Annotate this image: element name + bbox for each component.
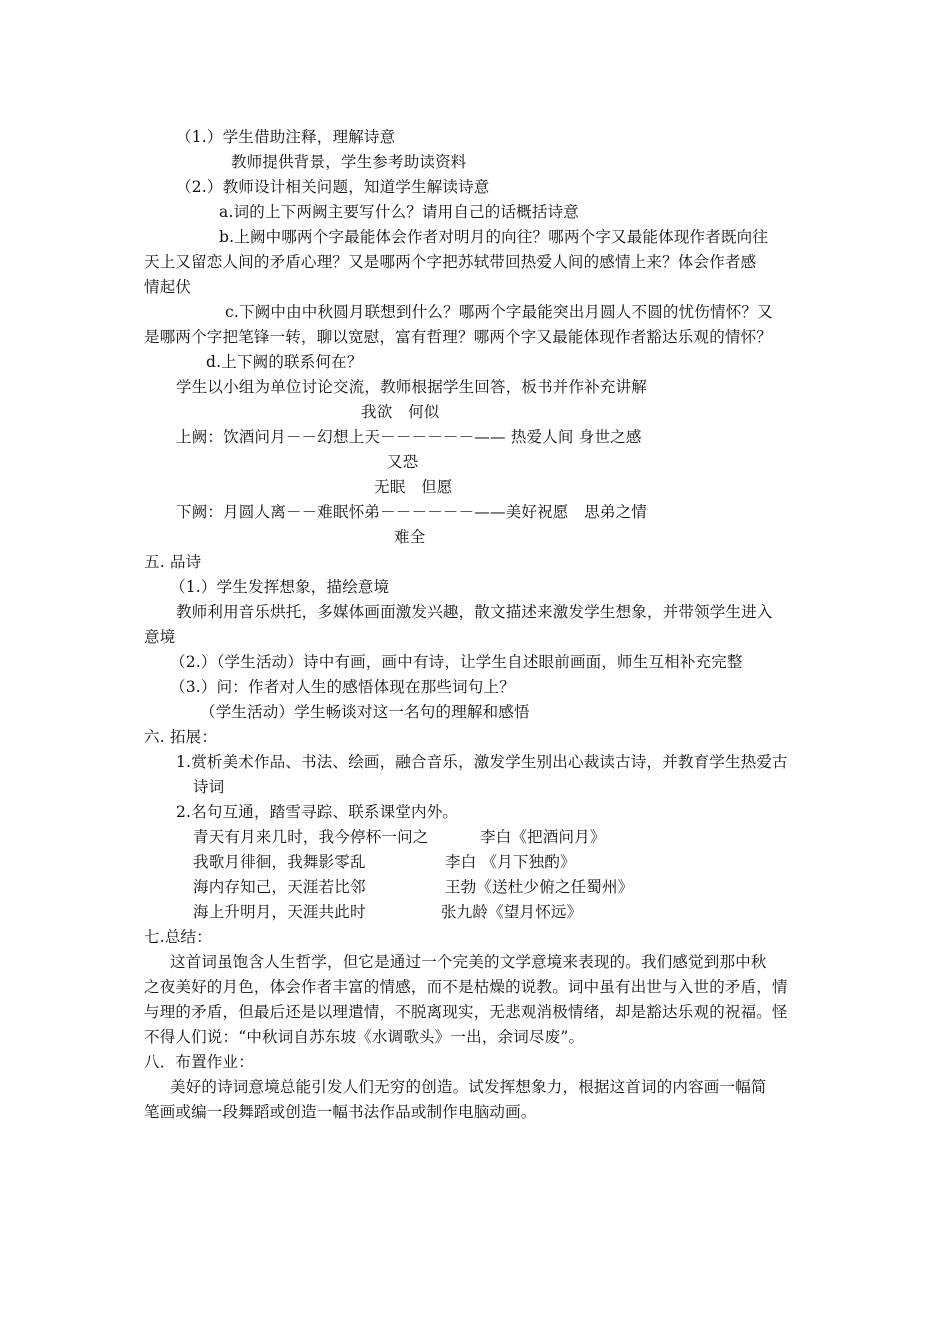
quote-line: 海上升明月，天涯共此时 — [193, 903, 366, 921]
section-6-item-2: 2.名句互通，踏雪寻踪、联系课堂内外。 — [176, 803, 459, 821]
question-b-line2: 天上又留恋人间的矛盾心理？又是哪两个字把苏轼带回热爱人间的感情上来？体会作者感 — [144, 253, 757, 271]
section-8-para-line2: 笔画或编一段舞蹈或创造一幅书法作品或制作电脑动画。 — [144, 1103, 537, 1121]
quote-source: 王勃《送杜少俯之任蜀州》 — [445, 878, 634, 896]
section-5-para-line1: 教师利用音乐烘托，多媒体画面激发兴趣，散文描述来激发学生想象，并带领学生进入 — [176, 603, 773, 621]
question-a: a.词的上下两阙主要写什么？请用自己的话概括诗意 — [219, 203, 579, 221]
section-7-para-line1: 这首词虽饱含人生哲学，但它是通过一个完美的文学意境来表现的。我们感觉到那中秋 — [170, 953, 767, 971]
section-5-item-2: （2.）（学生活动）诗中有画，画中有诗，让学生自述眼前画面，师生互相补充完整 — [170, 653, 743, 671]
section-5-item-3-detail: （学生活动）学生畅谈对这一名句的理解和感悟 — [200, 703, 530, 721]
question-c-line1: c.下阙中由中秋圆月联想到什么？哪两个字最能突出月圆人不圆的忧伤情怀？又 — [225, 303, 773, 321]
section-6-heading: 六. 拓展： — [144, 728, 218, 746]
board-upper-line: 上阙：饮酒问月－－幻想上天－－－－－－—— 热爱人间 身世之感 — [176, 428, 642, 446]
question-c-line2: 是哪两个字把笔锋一转，聊以宽慰，富有哲理？哪两个字又最能体现作者豁达乐观的情怀？ — [144, 328, 773, 346]
section-7-para-line4: 不得人们说：“中秋词自苏东坡《水调歌头》一出，余词尽废”。 — [144, 1028, 585, 1046]
section-8-para-line1: 美好的诗词意境总能引发人们无穷的创造。试发挥想象力，根据这首词的内容画一幅简 — [170, 1078, 767, 1096]
section-6-item-1-line2: 诗词 — [193, 778, 225, 796]
question-b-line3: 情起伏 — [144, 278, 192, 296]
board-lower-line: 下阙：月圆人离－－难眠怀弟－－－－－－——美好祝愿 思弟之情 — [176, 503, 648, 521]
section-7-para-line3: 与理的矛盾，但最后还是以理遣情，不脱离现实，无悲观消极情绪，却是豁达乐观的祝福。怪 — [144, 1003, 788, 1021]
quote-source: 李白《把酒问月》 — [480, 828, 606, 846]
section-6-item-1-line1: 1.赏析美术作品、书法、绘画，融合音乐，激发学生别出心裁读古诗，并教育学生热爱古 — [176, 753, 788, 771]
quote-line: 海内存知己，天涯若比邻 — [193, 878, 366, 896]
section-5-heading: 五. 品诗 — [144, 553, 202, 571]
section-5-item-3: （3.）问：作者对人生的感悟体现在那些词句上？ — [170, 678, 515, 696]
board-upper-annotation: 我欲 何似 — [361, 403, 440, 421]
section-7-heading: 七.总结： — [144, 928, 212, 946]
board-lower-subnote: 难全 — [394, 528, 426, 546]
item-1: （1.）学生借助注释，理解诗意 — [176, 128, 396, 146]
discussion-note: 学生以小组为单位讨论交流，教师根据学生回答，板书并作补充讲解 — [176, 378, 648, 396]
board-lower-annotation: 无眠 但愿 — [374, 478, 453, 496]
item-2: （2.）教师设计相关问题，知道学生解读诗意 — [176, 178, 490, 196]
section-8-heading: 八．布置作业： — [144, 1053, 254, 1071]
section-5-item-1: （1.）学生发挥想象，描绘意境 — [170, 578, 390, 596]
quote-line: 我歌月徘徊，我舞影零乱 — [193, 853, 366, 871]
section-7-para-line2: 之夜美好的月色，体会作者丰富的情感，而不是枯燥的说教。词中虽有出世与入世的矛盾，情 — [144, 978, 788, 996]
quote-line: 青天有月来几时，我今停杯一问之 — [193, 828, 429, 846]
quote-source: 张九龄《望月怀远》 — [441, 903, 583, 921]
item-1-detail: 教师提供背景，学生参考助读资料 — [231, 153, 467, 171]
section-5-para-line2: 意境 — [144, 628, 176, 646]
question-b-line1: b.上阙中哪两个字最能体会作者对明月的向往？哪两个字又最能体现作者既向往 — [219, 228, 769, 246]
quote-source: 李白 《月下独酌》 — [445, 853, 576, 871]
question-d: d.上下阙的联系何在？ — [206, 353, 363, 371]
board-upper-subnote: 又恐 — [387, 453, 419, 471]
